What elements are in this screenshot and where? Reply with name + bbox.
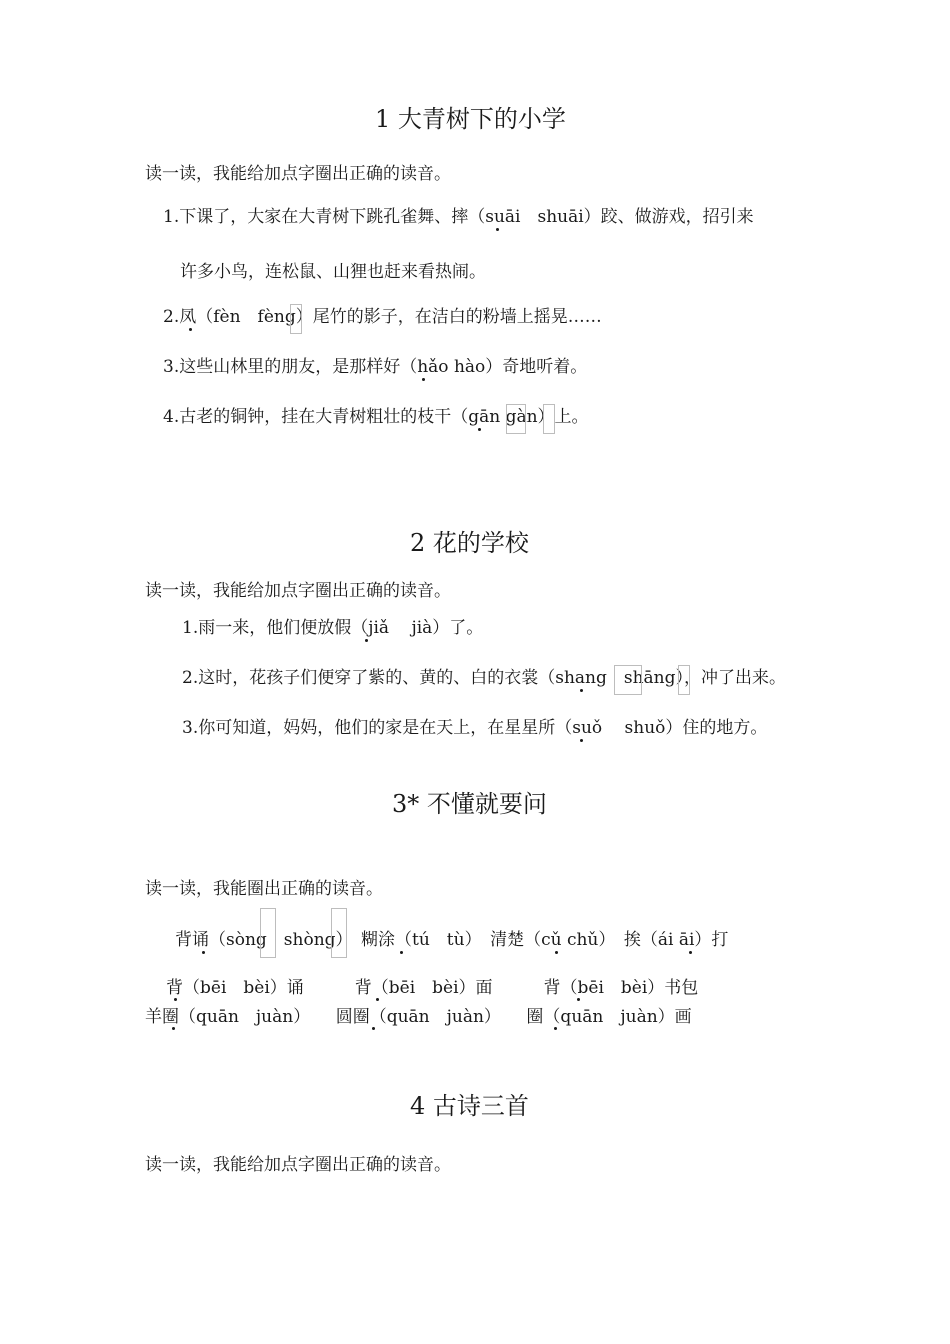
section-2-item-2: 2.这时，花孩子们便穿了紫的、黄的、白的衣裳（shang shāng），冲了出来。	[182, 668, 786, 688]
answer-box	[260, 908, 276, 958]
emphasis-dot	[580, 739, 583, 742]
emphasis-dot	[554, 1027, 557, 1030]
answer-box	[506, 404, 526, 434]
section-2-item-3: 3.你可知道，妈妈，他们的家是在天上，在星星所（suǒ shuǒ）住的地方。	[182, 718, 768, 738]
emphasis-dot	[496, 228, 499, 231]
emphasis-dot	[689, 951, 692, 954]
answer-box	[290, 304, 302, 334]
answer-box	[543, 404, 555, 434]
section-3-instruction: 读一读，我能圈出正确的读音。	[145, 879, 383, 899]
section-3-title: 3* 不懂就要问	[392, 790, 547, 818]
emphasis-dot	[365, 639, 368, 642]
section-2-title: 2 花的学校	[410, 529, 529, 557]
section-2-instruction: 读一读，我能给加点字圈出正确的读音。	[145, 581, 451, 601]
section-1-item-3: 3.这些山林里的朋友，是那样好（hǎo hào）奇地听着。	[163, 357, 588, 377]
section-1-item-1-cont: 许多小鸟，连松鼠、山狸也赶来看热闹。	[180, 262, 486, 282]
section-1-item-1: 1.下课了，大家在大青树下跳孔雀舞、摔（suāi shuāi）跤、做游戏，招引来	[163, 207, 754, 227]
emphasis-dot	[189, 328, 192, 331]
emphasis-dot	[422, 378, 425, 381]
emphasis-dot	[577, 998, 580, 1001]
emphasis-dot	[174, 998, 177, 1001]
section-4-title: 4 古诗三首	[410, 1092, 529, 1120]
section-3-row-1: 背诵（sòng shòng） 糊涂（tú tù） 清楚（cǔ chǔ） 挨（ái āi）打	[175, 930, 729, 950]
section-1-instruction: 读一读，我能给加点字圈出正确的读音。	[145, 164, 451, 184]
section-4-instruction: 读一读，我能给加点字圈出正确的读音。	[145, 1155, 451, 1175]
section-1-title: 1 大青树下的小学	[375, 105, 566, 133]
emphasis-dot	[172, 1027, 175, 1030]
emphasis-dot	[202, 951, 205, 954]
section-1-item-4: 4.古老的铜钟，挂在大青树粗壮的枝干（gān gàn）上。	[163, 407, 589, 427]
answer-box	[614, 665, 642, 695]
section-1-item-2: 2.凤（fèn fèng）尾竹的影子，在洁白的粉墙上摇晃……	[163, 307, 602, 327]
emphasis-dot	[580, 689, 583, 692]
emphasis-dot	[478, 428, 481, 431]
emphasis-dot	[372, 1027, 375, 1030]
emphasis-dot	[555, 951, 558, 954]
section-3-row-3: 羊圈（quān juàn） 圆圈（quān juàn） 圈（quān juàn）画	[145, 1007, 692, 1027]
emphasis-dot	[400, 951, 403, 954]
section-2-item-1: 1.雨一来，他们便放假（jiǎ jià）了。	[182, 618, 484, 638]
emphasis-dot	[376, 998, 379, 1001]
answer-box	[331, 908, 347, 958]
answer-box	[678, 665, 690, 695]
section-3-row-2: 背（bēi bèi）诵 背（bēi bèi）面 背（bēi bèi）书包	[166, 978, 699, 998]
